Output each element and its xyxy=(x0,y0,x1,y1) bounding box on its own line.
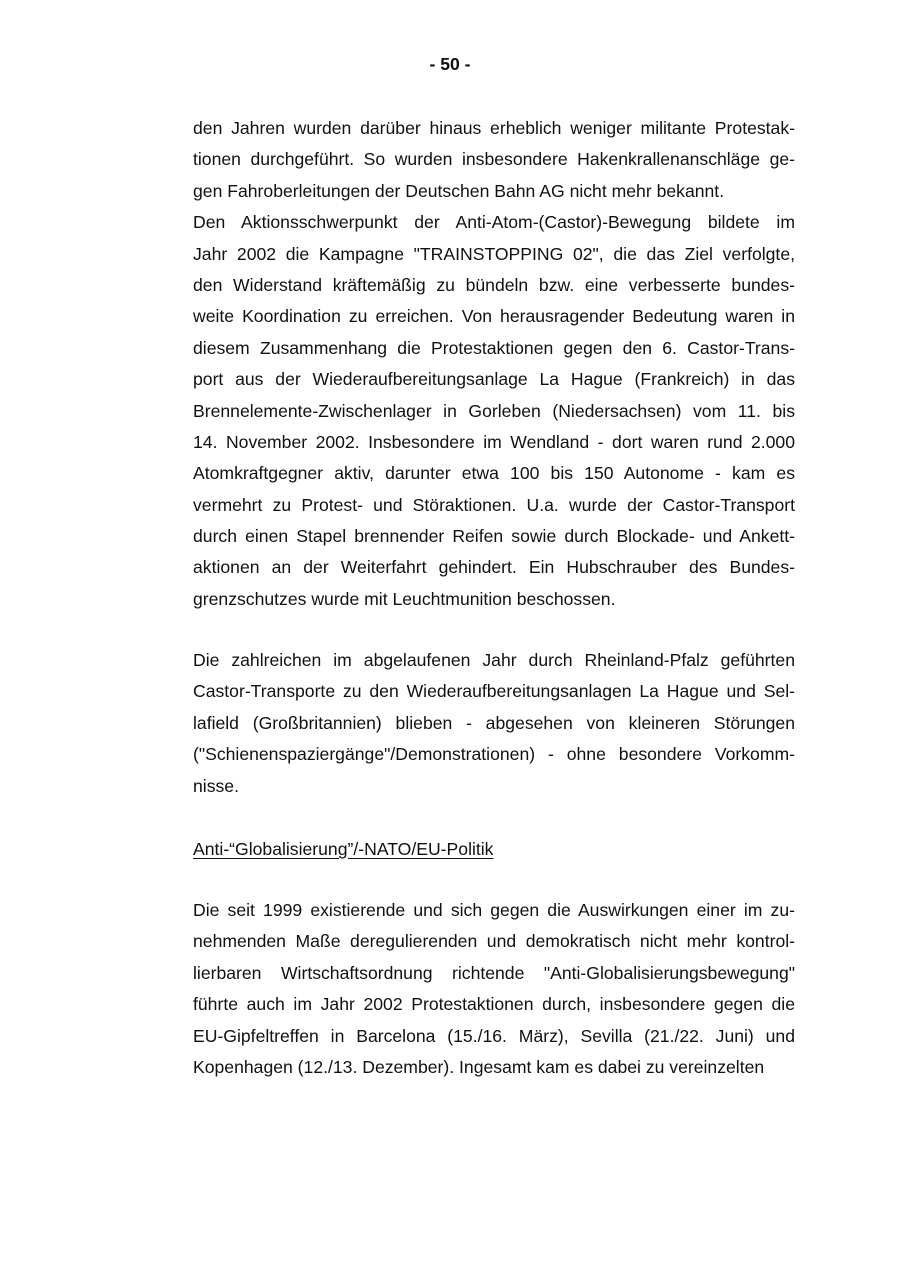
text-line: den Widerstand kräftemäßig zu bündeln bzw. eine verbesserte bundes- xyxy=(193,274,795,295)
text-line: nisse. xyxy=(193,775,239,796)
text-line: vermehrt zu Protest- und Störaktionen. U.a. wurde der Castor-Transport xyxy=(193,494,795,515)
text-line: Die seit 1999 existierende und sich gegen die Auswirkungen einer im zu- xyxy=(193,900,795,920)
text-line: Kopenhagen (12./13. Dezember). Ingesamt kam es dabei zu vereinzelten xyxy=(193,1056,765,1077)
text-line: 14. November 2002. Insbesondere im Wendland - dort waren rund 2.000 xyxy=(193,431,795,452)
page-number: - 50 - xyxy=(429,54,471,74)
text-line: den Jahren wurden darüber hinaus erheblich weniger militante Protestak- xyxy=(193,118,795,138)
text-line: Die zahlreichen im abgelaufenen Jahr durch Rheinland-Pfalz geführten xyxy=(193,650,795,670)
text-line: durch einen Stapel brennender Reifen sowie durch Blockade- und Ankett- xyxy=(193,526,795,547)
text-line: Atomkraftgegner aktiv, darunter etwa 100 bis 150 Autonome - kam es xyxy=(193,463,795,484)
text-line: Brennelemente-Zwischenlager in Gorleben (Niedersachsen) vom 11. bis xyxy=(193,400,795,421)
text-line: Den Aktionsschwerpunkt der Anti-Atom-(Castor)-Bewegung bildete im xyxy=(193,212,795,233)
text-line: lafield (Großbritannien) blieben - abgesehen von kleineren Störungen xyxy=(193,712,795,733)
text-line: lierbaren Wirtschaftsordnung richtende "Anti-Globalisierungsbewegung" xyxy=(193,962,795,983)
text-line: Castor-Transporte zu den Wiederaufbereitungsanlagen La Hague und Sel- xyxy=(193,681,795,702)
text-line: weite Koordination zu erreichen. Von herausragender Bedeutung waren in xyxy=(193,306,795,327)
text-line: nehmenden Maße deregulierenden und demokratisch nicht mehr kontrol- xyxy=(193,931,795,952)
paragraph-castor-transports xyxy=(193,645,795,802)
paragraph-anti-globalisation xyxy=(193,895,795,1083)
text-line: diesem Zusammenhang die Protestaktionen gegen den 6. Castor-Trans- xyxy=(193,337,795,358)
section-heading: Anti-“Globalisierung”/-NATO/EU-Politik xyxy=(193,839,494,859)
text-line: führte auch im Jahr 2002 Protestaktionen durch, insbesondere gegen die xyxy=(193,994,795,1015)
text-line: grenzschutzes wurde mit Leuchtmunition beschossen. xyxy=(193,588,616,609)
text-line: EU-Gipfeltreffen in Barcelona (15./16. März), Sevilla (21./22. Juni) und xyxy=(193,1025,795,1046)
text-line: tionen durchgeführt. So wurden insbesondere Hakenkrallenanschläge ge- xyxy=(193,149,795,170)
text-line: aktionen an der Weiterfahrt gehindert. Ein Hubschrauber des Bundes- xyxy=(193,557,795,578)
text-line: port aus der Wiederaufbereitungsanlage La Hague (Frankreich) in das xyxy=(193,369,795,390)
text-line: ("Schienenspaziergänge"/Demonstrationen) - ohne besondere Vorkomm- xyxy=(193,744,795,765)
text-line: Jahr 2002 die Kampagne "TRAINSTOPPING 02", die das Ziel verfolgte, xyxy=(193,243,795,264)
text-line: gen Fahroberleitungen der Deutschen Bahn AG nicht mehr bekannt. xyxy=(193,180,725,201)
paragraph-castor-protests xyxy=(193,113,795,615)
